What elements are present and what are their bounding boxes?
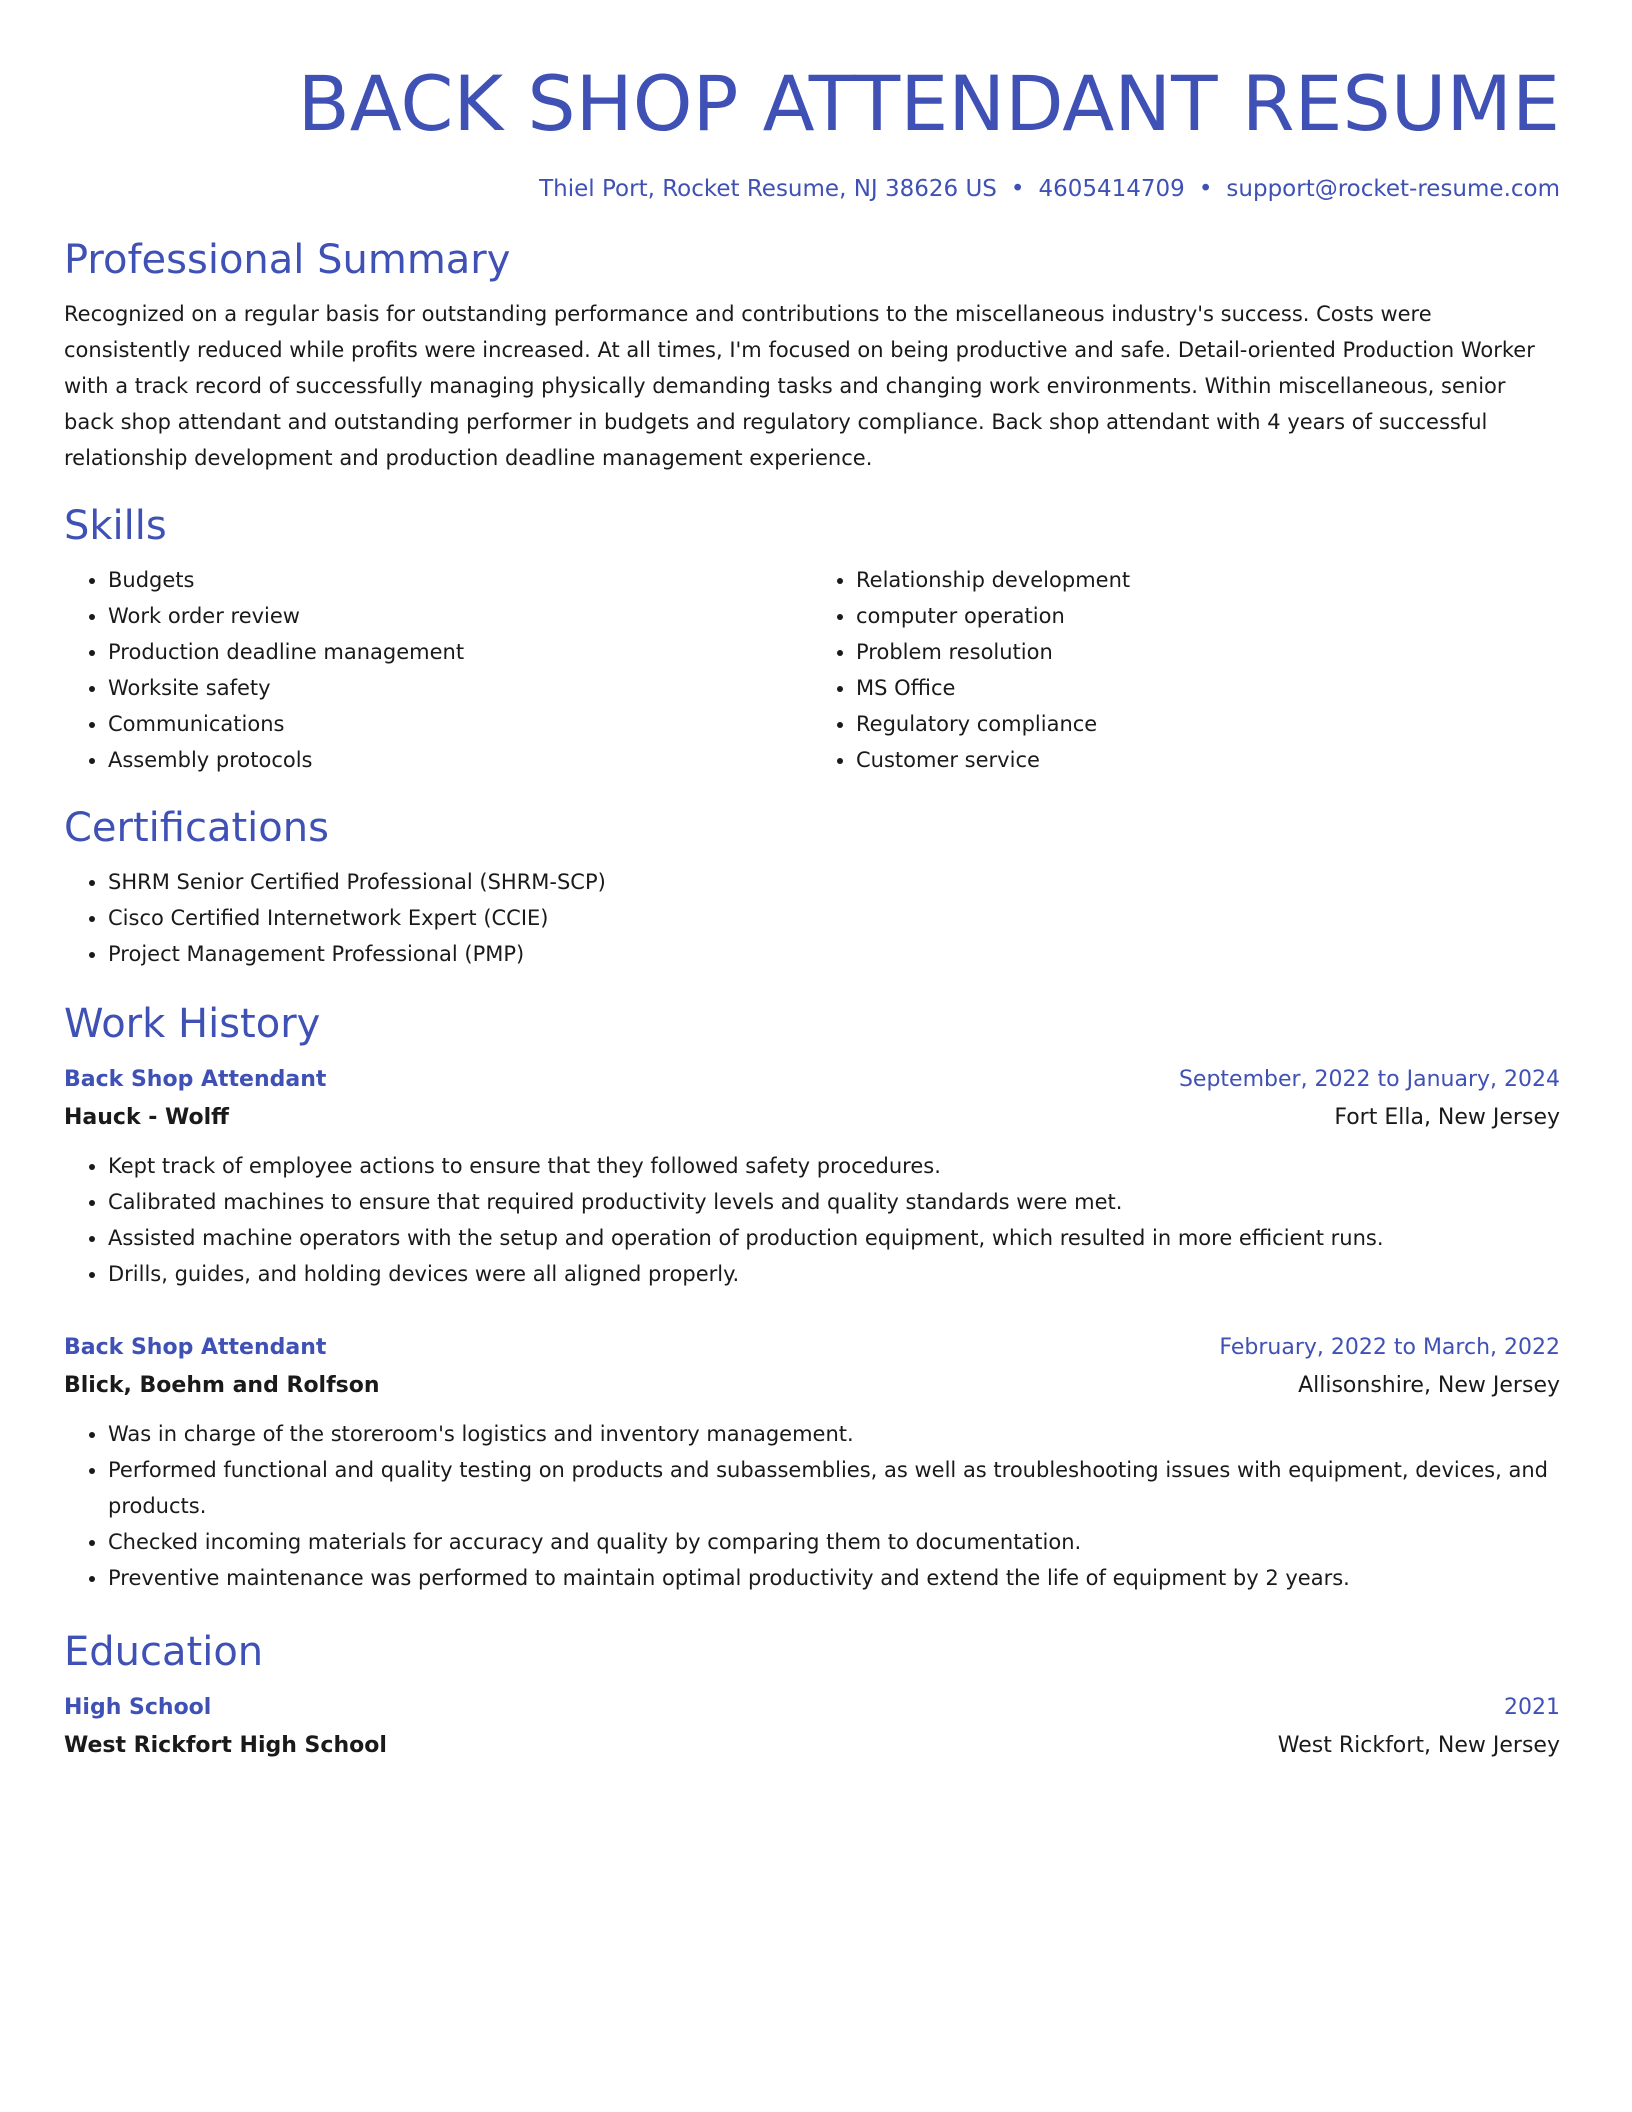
education-school-row (64, 1726, 1560, 1766)
job-bullet: • Assisted machine operators with the setup and operation of production equipment, which resulted in more efficient runs. (108, 1220, 1560, 1256)
skill-item: • Assembly protocols (108, 742, 812, 778)
job-bullet: • Checked incoming materials for accuracy and quality by comparing them to documentation. (108, 1524, 1560, 1560)
skills-heading: Skills (64, 503, 167, 549)
job-bullet: • Kept track of employee actions to ensure that they followed safety procedures. (108, 1148, 1560, 1184)
education-location: West Rickfort, New Jersey (1277, 1733, 1560, 1758)
education-heading: Education (64, 1629, 264, 1675)
job-dates: September, 2022 to January, 2024 (1178, 1067, 1560, 1092)
job-header-row (64, 1330, 1560, 1366)
skill-item: • Work order review (108, 598, 812, 634)
job-entry (64, 1330, 1560, 1596)
job-header-row (64, 1062, 1560, 1098)
job-bullet: • Preventive maintenance was performed to maintain optimal productivity and extend the life of equipment by 2 years. (108, 1560, 1560, 1596)
contact-email[interactable]: support@rocket-resume.com (1226, 176, 1560, 202)
skills-list (64, 562, 1560, 778)
job-location: Fort Ella, New Jersey (1334, 1105, 1560, 1130)
skills-column-right (812, 562, 1560, 778)
contact-separator: • (1198, 176, 1213, 202)
certifications-list (64, 864, 1560, 972)
certification-item: • Project Management Professional (PMP) (108, 936, 1560, 972)
job-location: Allisonshire, New Jersey (1298, 1373, 1560, 1398)
skill-item: • Worksite safety (108, 670, 812, 706)
skills-column-left (64, 562, 812, 778)
skill-item: • Regulatory compliance (856, 706, 1560, 742)
job-role: Back Shop Attendant (64, 1335, 327, 1360)
skill-item: • computer operation (856, 598, 1560, 634)
resume-title: BACK SHOP ATTENDANT RESUME (297, 59, 1560, 148)
education-degree: High School (64, 1695, 212, 1720)
skill-item: • Problem resolution (856, 634, 1560, 670)
skill-item: • Production deadline management (108, 634, 812, 670)
job-dates: February, 2022 to March, 2022 (1219, 1335, 1560, 1360)
summary-heading: Professional Summary (64, 237, 511, 283)
summary-text: Recognized on a regular basis for outstanding performance and contributions to the miscellaneous industry's success. Costs were consistently reduced while profits were increased. At all times, I'm focused on being productive and safe. Detail-oriented Production Worker with a track record of successfully managing physically demanding tasks and changing work environments. Within miscellaneous, senior back shop attendant and outstanding performer in budgets and regulatory compliance. Back shop attendant with 4 years of successful relationship development and production deadline management experience. (64, 302, 1535, 470)
resume-page (64, 0, 1560, 1766)
education-header-row (64, 1690, 1560, 1726)
skill-item: • Communications (108, 706, 812, 742)
skill-item: • Customer service (856, 742, 1560, 778)
contact-phone: 4605414709 (1038, 176, 1185, 202)
job-bullet: • Calibrated machines to ensure that required productivity levels and quality standards were met. (108, 1184, 1560, 1220)
certification-item: • Cisco Certified Internetwork Expert (CCIE) (108, 900, 1560, 936)
certifications-heading: Certifications (64, 805, 329, 851)
education-year: 2021 (1504, 1695, 1560, 1720)
job-role: Back Shop Attendant (64, 1067, 327, 1092)
job-entry (64, 1062, 1560, 1292)
contact-address: Thiel Port, Rocket Resume, NJ 38626 US (539, 176, 997, 202)
education-entry (64, 1690, 1560, 1766)
job-company: Hauck - Wolff (64, 1105, 229, 1130)
job-bullets (64, 1148, 1560, 1292)
education-school: West Rickfort High School (64, 1733, 387, 1758)
job-bullet: • Drills, guides, and holding devices were all aligned properly. (108, 1256, 1560, 1292)
contact-line (64, 174, 1560, 204)
job-bullet: • Was in charge of the storeroom's logistics and inventory management. (108, 1416, 1560, 1452)
job-company: Blick, Boehm and Rolfson (64, 1373, 380, 1398)
skill-item: • Relationship development (856, 562, 1560, 598)
work-history-heading: Work History (64, 1001, 321, 1047)
job-bullets (64, 1416, 1560, 1596)
skill-item: • MS Office (856, 670, 1560, 706)
job-company-row (64, 1098, 1560, 1138)
skill-item: • Budgets (108, 562, 812, 598)
job-company-row (64, 1366, 1560, 1406)
contact-separator: • (1010, 176, 1025, 202)
certification-item: • SHRM Senior Certified Professional (SHRM-SCP) (108, 864, 1560, 900)
job-bullet: • Performed functional and quality testing on products and subassemblies, as well as troubleshooting issues with equipment, devices, and products. (108, 1452, 1560, 1524)
